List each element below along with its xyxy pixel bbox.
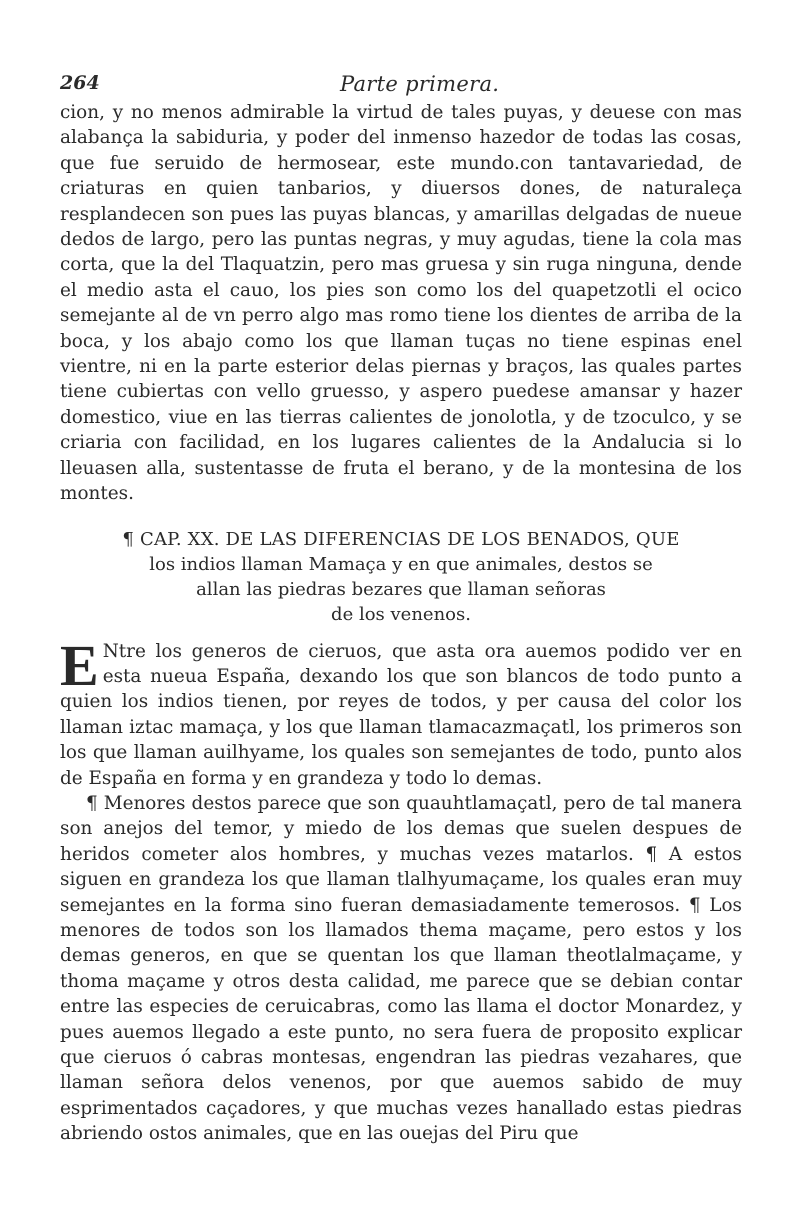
chapter-title-line-3: allan las piedras bezares que llaman señoras [196, 578, 606, 600]
chapter-title-line-1: ¶ CAP. XX. DE LAS DIFERENCIAS DE LOS BENADOS, QUE [122, 528, 680, 550]
page-header [60, 72, 742, 98]
drop-cap-letter: E [60, 632, 97, 698]
running-head: Parte primera. [340, 72, 500, 96]
paragraph-with-dropcap [60, 632, 742, 791]
chapter-title-line-4: de los venenos. [331, 603, 471, 625]
paragraph-second: ¶ Menores destos parece que son quauhtlamaçatl, pero de tal manera son anejos del temor, y miedo de los demas que suelen despues de heridos cometer alos hombres, y muchas vezes matarlos. ¶ A estos siguen en grandeza los que llaman tlalhyumaçame, los quales eran muy semejantes en la forma sino fueran demasiadamente temerosos. ¶ Los menores de todos son los llamados thema maçame, pero estos y los demas generos, en que se quentan los que llaman theotlalmaçame, y thoma maçame y otros desta calidad, me parece que se debian contar entre las especies de ceruicabras, como las llama el doctor Monardez, y pues auemos llegado a este punto, no sera fuera de proposito explicar que cieruos ó cabras montesas, engendran las piedras vezahares, que llaman señora delos venenos, por que auemos sabido de muy esprimentados caçadores, y que muchas vezes hanallado estas piedras abriendo ostos animales, que en las ouejas del Piru que [60, 792, 742, 1145]
paragraph-first: Ntre los generos de cieruos, que asta ora auemos podido ver en esta nueua España, dexando los que son blancos de todo punto a quien los indios tienen, por reyes de todos, y per causa del color los llaman iztac mamaça, y los que llaman tlamacazmaçatl, los primeros son los que llaman auilhyame, los quales son semejantes de todo, punto alos de España en forma y en grandeza y todo lo demas. [60, 640, 742, 789]
paragraph-continued: cion, y no menos admirable la virtud de tales puyas, y deuese con mas alabança la sabiduria, y poder del inmenso hazedor de todas las cosas, que fue seruido de hermosear, este mundo.con tantavariedad, de criaturas en quien tanbarios, y diuersos dones, de naturaleça resplandecen son pues las puyas blancas, y amarillas delgadas de nueue dedos de largo, pero las puntas negras, y muy agudas, tiene la cola mas corta, que la del Tlaquatzin, pero mas gruesa y sin ruga ninguna, dende el medio asta el cauo, los pies son como los del quapetzotli el ocico semejante al de vn perro algo mas romo tiene los dientes de arriba de la boca, y los abajo como los que llaman tuças no tiene espinas enel vientre, ni en la parte esterior delas piernas y braços, las quales partes tiene cubiertas con vello gruesso, y aspero puedese amansar y hazer domestico, viue en las tierras calientes de jonolotla, y de tzoculco, y se criaria con facilidad, en los lugares calientes de la Andalucia si lo lleuasen alla, sustentasse de fruta el berano, y de la montesina de los montes. [60, 102, 742, 505]
chapter-heading [60, 527, 742, 627]
chapter-title-line-2: los indios llaman Mamaça y en que animales, destos se [149, 553, 653, 575]
page-number: 264 [60, 72, 100, 94]
